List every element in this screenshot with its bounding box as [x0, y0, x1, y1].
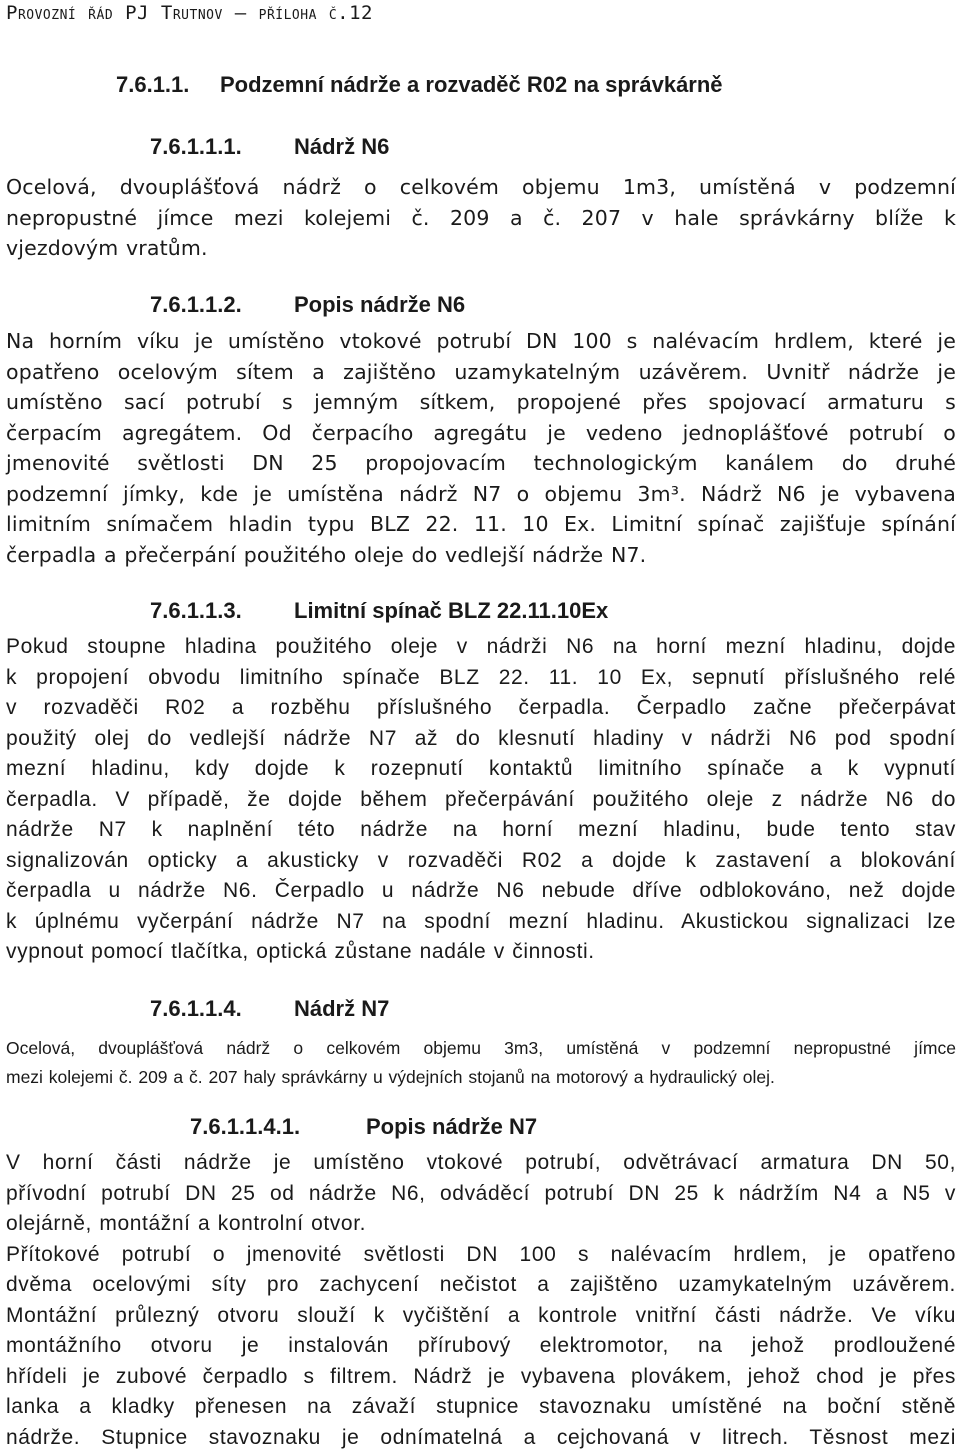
paragraph-n6-description — [6, 326, 956, 570]
section-number: 7.6.1.1.4.1. — [190, 1114, 301, 1139]
text-line: čerpadla u nádrže N6. Čerpadlo u nádrže N6 nebude dříve odblokováno, než dojde — [6, 879, 956, 902]
section-heading-7-6-1-1-2 — [150, 292, 465, 318]
text-line: k úplnému vyčerpání nádrže N7 na spodní mezní hladinu. Akustickou signalizaci lze — [6, 909, 956, 933]
text-line: Ocelová, dvouplášťová nádrž o celkovém objemu 3m3, umístěná v podzemní nepropustné jímce — [6, 1038, 956, 1058]
text-line: nádrže. Stupnice stavoznaku je odnímatelná a cejchovaná v litrech. Těsnost mezi — [6, 1425, 956, 1449]
section-heading-7-6-1-1-3 — [150, 598, 608, 624]
paragraph-n6-intro — [6, 172, 956, 264]
section-title: Nádrž N6 — [294, 134, 390, 159]
text-line: vypnout pomocí tlačítka, optická zůstane nadále v činnosti. — [6, 940, 595, 963]
section-title: Podzemní nádrže a rozvaděč R02 na správkárně — [220, 72, 723, 97]
text-line: mezní hladinu, kdy dojde k rozepnutí kontaktů limitního spínače a k vypnutí — [6, 757, 956, 780]
running-header: Provozní řád PJ Trutnov – příloha č.12 — [6, 2, 373, 24]
text-line: olejárně, montážní a kontrolní otvor. — [6, 1212, 367, 1235]
text-line: Montážní průlezný otvoru slouží k vyčištění a kontrole vnitřní části nádrže. Ve víku — [6, 1303, 956, 1327]
section-number: 7.6.1.1.1. — [150, 134, 242, 159]
section-heading-7-6-1-1-4 — [150, 996, 389, 1022]
text-line: signalizován opticky a akusticky v rozvaděči R02 a dojde k zastavení a blokování — [6, 848, 956, 872]
text-line: čerpadla a přečerpání použitého oleje do vedlejší nádrže N7. — [6, 542, 647, 567]
text-line: Pokud stoupne hladina použitého oleje v nádrži N6 na horní mezní hladinu, dojde — [6, 635, 956, 658]
paragraph-limit-switch — [6, 632, 956, 968]
text-line: mezi kolejemi č. 209 a č. 207 haly správkárny u výdejních stojanů na motorový a hydraulický olej. — [6, 1067, 775, 1087]
text-line: přívodní potrubí DN 25 od nádrže N6, odváděcí potrubí DN 25 k nádržím N4 a N5 v — [6, 1181, 956, 1205]
text-line: hřídeli je zubové čerpadlo s filtrem. Nádrž je vybavena plovákem, jehož chod je přes — [6, 1364, 956, 1388]
section-number: 7.6.1.1.2. — [150, 292, 242, 317]
section-heading-7-6-1-1 — [116, 72, 723, 98]
text-line: v rozvaděči R02 a rozběhu příslušného čerpadla. Čerpadlo začne přečerpávat — [6, 696, 956, 719]
text-line: podzemní jímky, kde je umístěna nádrž N7 o objemu 3m³. Nádrž N6 je vybavena — [6, 481, 956, 506]
section-number: 7.6.1.1.3. — [150, 598, 242, 623]
text-line: lanka a kladky přenesen na závaží stupnice stavoznaku umístěné na boční stěně — [6, 1395, 956, 1418]
text-line: čerpacím agregátem. Od čerpacího agregátu je vedeno jednoplášťové potrubí o — [6, 420, 956, 445]
section-title: Popis nádrže N7 — [366, 1114, 538, 1139]
text-line: opatřeno ocelovým sítem a zajištěno uzamykatelným uzávěrem. Uvnitř nádrže je — [6, 359, 956, 384]
section-heading-7-6-1-1-1 — [150, 134, 389, 160]
text-line: dvěma ocelovými síty pro zachycení nečistot a zajištěno uzamykatelným uzávěrem. — [6, 1273, 956, 1296]
text-line: montážního otvoru je instalován přírubový elektromotor, na jehož prodloužené — [6, 1334, 956, 1357]
paragraph-n7-description — [6, 1148, 956, 1453]
section-number: 7.6.1.1.4. — [150, 996, 242, 1021]
text-line: nádrže N7 k naplnění této nádrže na horní mezní hladinu, bude tento stav — [6, 818, 956, 841]
text-line: Přítokové potrubí o jmenovité světlosti DN 100 s nalévacím hrdlem, je opatřeno — [6, 1242, 956, 1266]
text-line: Na horním víku je umístěno vtokové potrubí DN 100 s nalévacím hrdlem, které je — [6, 329, 956, 353]
section-title: Popis nádrže N6 — [294, 292, 466, 317]
text-line: čerpadla. V případě, že dojde během přečerpávání použitého oleje z nádrže N6 do — [6, 787, 956, 811]
paragraph-n7-intro — [6, 1034, 956, 1092]
text-line: použitý olej do vedlejší nádrže N7 až do klesnutí hladiny v nádrži N6 pod spodní — [6, 726, 956, 750]
section-title: Limitní spínač BLZ 22.11.10Ex — [294, 598, 609, 623]
text-line: vjezdovým vratům. — [6, 236, 208, 260]
text-line: jmenovité světlosti DN 25 propojovacím technologickým kanálem do druhé — [6, 451, 956, 475]
text-line: umístěno sací potrubí s jemným sítkem, propojené přes spojovací armaturu s — [6, 390, 956, 414]
text-line: limitním snímačem hladin typu BLZ 22. 11. 10 Ex. Limitní spínač zajišťuje spínání — [6, 512, 956, 536]
text-line: k propojení obvodu limitního spínače BLZ 22. 11. 10 Ex, sepnutí příslušného relé — [6, 665, 956, 689]
text-line: V horní části nádrže je umístěno vtokové potrubí, odvětrávací armatura DN 50, — [6, 1151, 956, 1174]
text-line: nepropustné jímce mezi kolejemi č. 209 a č. 207 v hale správkárny blíže k — [6, 205, 956, 230]
section-number: 7.6.1.1. — [116, 72, 190, 97]
text-line: Ocelová, dvouplášťová nádrž o celkovém objemu 1m3, umístěná v podzemní — [6, 175, 956, 199]
section-title: Nádrž N7 — [294, 996, 390, 1021]
section-heading-7-6-1-1-4-1 — [190, 1114, 537, 1140]
